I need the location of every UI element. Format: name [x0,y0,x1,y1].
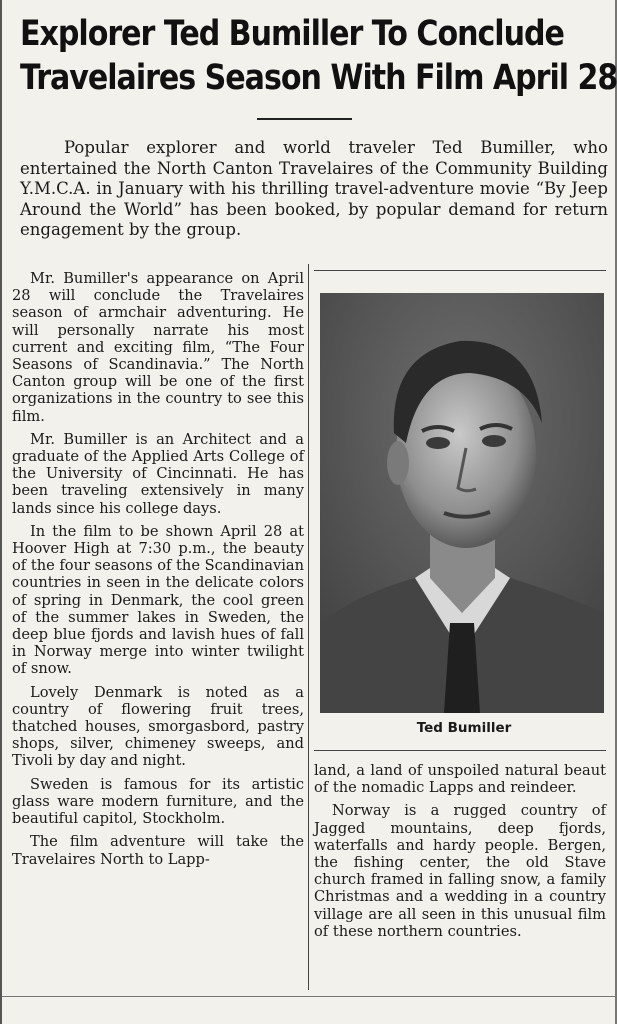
body-paragraph: Mr. Bumiller's appearance on April 28 will conclude the Travelaires season of armchair adventuring. He will personally narrate his most current and exciting film, “The Four Seasons of Scandinavia.” The North Canton group will be one of the first organizations in the country to see this film. [12,270,304,425]
body-paragraph: Norway is a rugged country of Jagged mountains, deep fjords, waterfalls and hardy people. Bergen, the fishing center, the old Stave church framed in falling snow, a family Christmas and a wedding in a country village are all seen in this unusual film of these northern countries. [314,802,606,940]
body-paragraph: The film adventure will take the Travelaires North to Lapp- [12,833,304,868]
lede-paragraph: Popular explorer and world traveler Ted Bumiller, who entertained the North Canton Travelaires of the Community Building Y.M.C.A. in January with his thrilling travel-adventure movie “By Jeep Around the World” has been booked, by popular demand for return engagement by the group. [20,138,608,239]
body-paragraph: land, a land of unspoiled natural beaut of the nomadic Lapps and reindeer. [314,762,606,797]
headline-line-2: Travelaires Season With Film April 28 [20,58,617,98]
headline-line-1: Explorer Ted Bumiller To Conclude [20,14,564,54]
photo-caption: Ted Bumiller [416,720,512,736]
bottom-rule [2,996,617,997]
photo-top-rule [314,270,606,271]
body-paragraph: Lovely Denmark is noted as a country of flowering fruit trees, thatched houses, smorgasbord, pastry shops, silver, chimeney sweeps, and Tivoli by day and night. [12,683,304,770]
body-paragraph: In the film to be shown April 28 at Hoover High at 7:30 p.m., the beauty of the four seasons of the Scandinavian countries in seen in the delicate colors of spring in Denmark, the cool green of the summer lakes in Sweden, the deep blue fjords and lavish hues of fall in Norway merge into winter twilight of snow. [12,522,304,678]
headline-divider [257,118,352,120]
headline [20,12,617,100]
body-paragraph: Sweden is famous for its artistic glass ware modern furniture, and the beautiful capitol, Stockholm. [12,775,304,828]
caption-rule [314,750,606,751]
body-paragraph: Mr. Bumiller is an Architect and a graduate of the Applied Arts College of the University of Cincinnati. He has been traveling extensively in many lands since his college days. [12,430,304,517]
right-column [314,762,606,946]
left-column [12,270,304,874]
portrait-illustration [320,293,604,713]
portrait-photo [320,293,604,713]
column-divider [308,264,309,990]
